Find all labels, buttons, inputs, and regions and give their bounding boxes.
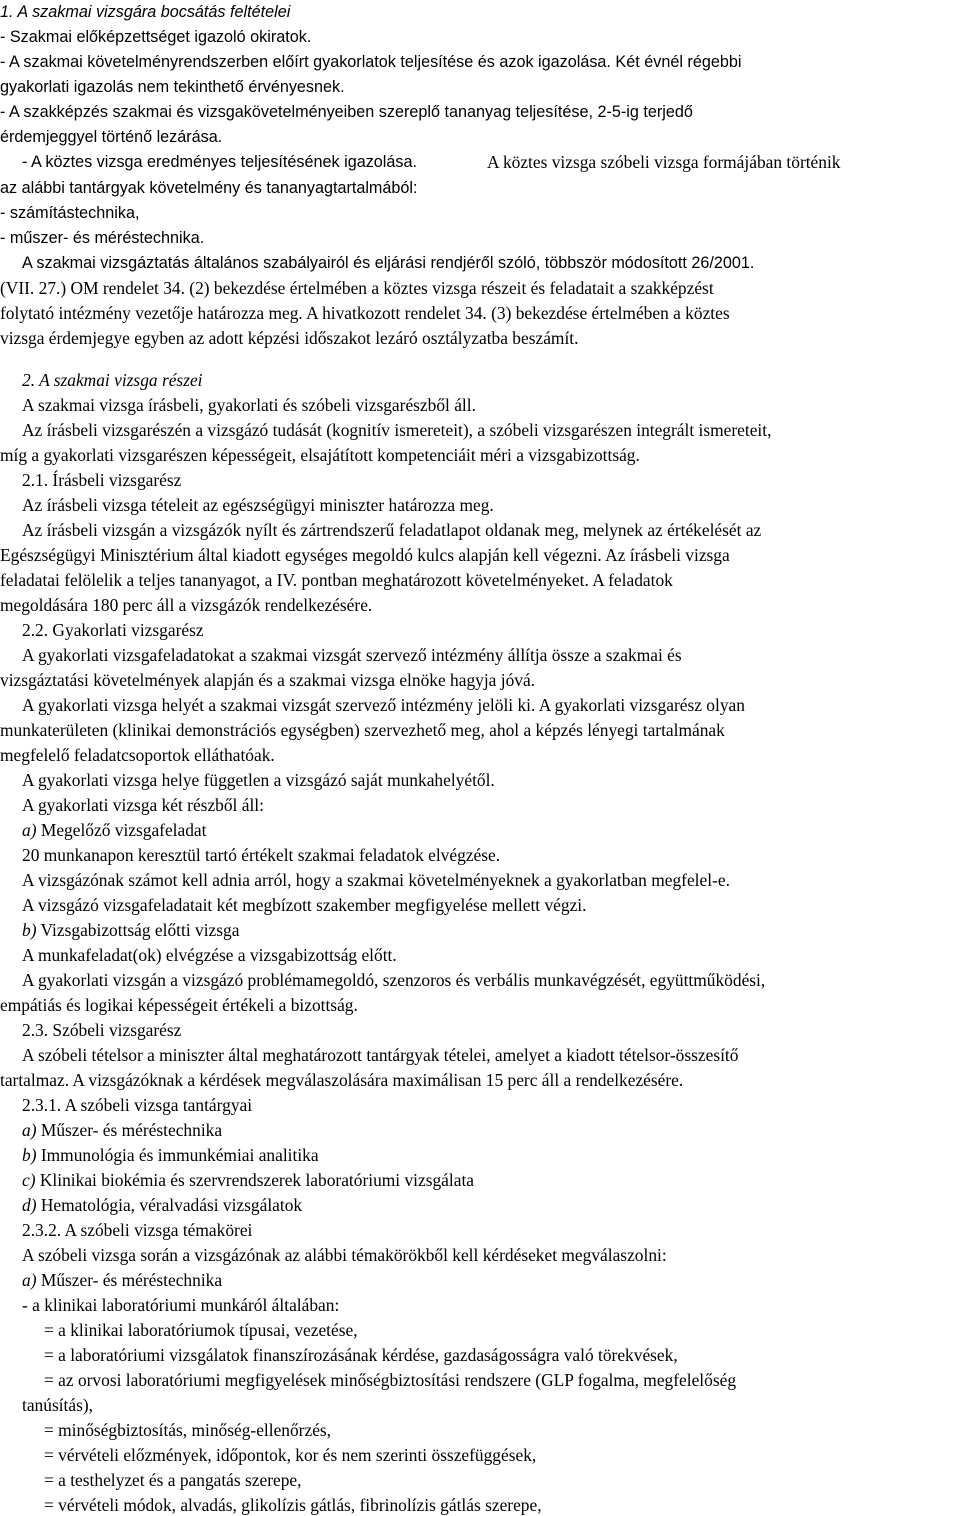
list-marker: b): [22, 920, 37, 940]
line-text: 20 munkanapon keresztül tartó értékelt szakmai feladatok elvégzése.: [22, 845, 501, 865]
line-text: A szakmai vizsga írásbeli, gyakorlati és szóbeli vizsgarészből áll.: [22, 395, 476, 415]
text-line: [22, 1145, 960, 1166]
text-line: [22, 1120, 960, 1141]
text-line: [22, 1270, 960, 1291]
line-text: 1. A szakmai vizsgára bocsátás feltételei: [0, 3, 291, 21]
line-text: A szakmai vizsgáztatás általános szabályairól és eljárási rendjéről szóló, többször módosított 26/2001.: [22, 254, 755, 272]
text-line: [0, 203, 960, 224]
text-line: [0, 545, 960, 566]
text-line: [22, 1195, 960, 1216]
line-text: - Szakmai előképzettséget igazoló okiratok.: [0, 28, 312, 46]
line-text: = a laboratóriumi vizsgálatok finanszírozásának kérdése, gazdaságosságra való törekvések,: [44, 1345, 678, 1365]
text-line: [0, 570, 960, 591]
line-text: 2.3.2. A szóbeli vizsga témakörei: [22, 1220, 253, 1240]
text-line: [0, 595, 960, 616]
text-line: [0, 228, 960, 249]
line-text: A gyakorlati vizsga helyét a szakmai vizsgát szervező intézmény jelöli ki. A gyakorlati vizsgarész olyan: [22, 695, 745, 715]
line-text: - műszer- és méréstechnika.: [0, 229, 205, 247]
line-text: A szóbeli tételsor a miniszter által meghatározott tantárgyak tételei, amelyet a kiadott tételsor-összesítő: [22, 1045, 739, 1065]
text-line: [22, 253, 960, 274]
list-marker: d): [22, 1195, 37, 1215]
line-text: Vizsgabizottság előtti vizsga: [40, 920, 240, 940]
line-text: = az orvosi laboratóriumi megfigyelések minőségbiztosítási rendszere (GLP fogalma, megfelelőség: [44, 1370, 737, 1390]
line-text: Klinikai biokémia és szervrendszerek laboratóriumi vizsgálata: [39, 1170, 474, 1190]
text-line: [22, 895, 960, 916]
line-text: Műszer- és méréstechnika: [40, 1120, 223, 1140]
text-line: [22, 820, 960, 841]
text-line: [22, 1395, 960, 1416]
line-text: feladatai felölelik a teljes tananyagot, a IV. pontban meghatározott követelményeket. A feladatok: [0, 570, 673, 590]
line-text: A gyakorlati vizsga helye független a vizsgázó saját munkahelyétől.: [22, 770, 495, 790]
line-text: = vérvételi előzmények, időpontok, kor és nem szerinti összefüggések,: [44, 1445, 537, 1465]
text-line: [22, 920, 960, 941]
line-text: A munkafeladat(ok) elvégzése a vizsgabizottság előtt.: [22, 945, 397, 965]
text-line: [44, 1445, 960, 1466]
line-text: vizsgáztatási követelmények alapján és a szakmai vizsga elnöke hagyja jóvá.: [0, 670, 536, 690]
line-text: Egészségügyi Minisztérium által kiadott egységes megoldó kulcs alapján kell végezni. Az írásbeli vizsga: [0, 545, 730, 565]
line-text: - számítástechnika,: [0, 204, 140, 222]
text-line: [0, 720, 960, 741]
text-line: [0, 995, 960, 1016]
line-text: (VII. 27.) OM rendelet 34. (2) bekezdése értelmében a köztes vizsga részeit és feladatait a szakképzést: [0, 278, 714, 298]
line-text: gyakorlati igazolás nem tekinthető érvényesnek.: [0, 78, 345, 96]
text-line: [22, 1220, 960, 1241]
line-text: munkaterületen (klinikai demonstrációs egységben) szervezhető meg, ahol a képzés lényegi tartalmának: [0, 720, 725, 740]
text-line: [22, 1245, 960, 1266]
list-marker: a): [22, 1270, 37, 1290]
text-line: [0, 2, 960, 23]
text-line: [22, 645, 960, 666]
text-line: [22, 1095, 960, 1116]
line-text: 2.1. Írásbeli vizsgarész: [22, 470, 182, 490]
text-line: [22, 795, 960, 816]
text-line: [22, 1045, 960, 1066]
text-line: [22, 1295, 960, 1316]
text-line: [0, 27, 960, 48]
line-text: az alábbi tantárgyak követelmény és tananyagtartalmából:: [0, 179, 418, 197]
line-text: míg a gyakorlati vizsgarészen képességeit, elsajátított kompetenciáit méri a vizsgabizottság.: [0, 445, 640, 465]
list-marker: b): [22, 1145, 37, 1165]
line-text: tartalmaz. A vizsgázóknak a kérdések megválaszolására maximálisan 15 perc áll a rendelkezésére.: [0, 1070, 684, 1090]
text-line: [22, 370, 960, 391]
text-line: [22, 770, 960, 791]
text-line: [22, 845, 960, 866]
text-line: [0, 745, 960, 766]
line-text: Immunológia és immunkémiai analitika: [40, 1145, 319, 1165]
text-line: [0, 1070, 960, 1091]
text-line: [0, 670, 960, 691]
text-line: [22, 695, 960, 716]
text-line: [22, 420, 960, 441]
line-text: megoldására 180 perc áll a vizsgázók rendelkezésére.: [0, 595, 373, 615]
line-text: Hematológia, véralvadási vizsgálatok: [40, 1195, 303, 1215]
line-text: vizsga érdemjegye egyben az adott képzési időszakot lezáró osztályzatba beszámít.: [0, 328, 579, 348]
line-text: 2.3.1. A szóbeli vizsga tantárgyai: [22, 1095, 253, 1115]
line-text: tanúsítás),: [22, 1395, 93, 1415]
text-line: [22, 1170, 960, 1191]
text-line: [22, 495, 960, 516]
list-marker: a): [22, 820, 37, 840]
line-text: 2.3. Szóbeli vizsgarész: [22, 1020, 182, 1040]
text-line: [487, 152, 960, 173]
line-text: A gyakorlati vizsgafeladatokat a szakmai vizsgát szervező intézmény állítja össze a szakmai és: [22, 645, 682, 665]
line-text: Megelőző vizsgafeladat: [40, 820, 207, 840]
line-text: A gyakorlati vizsgán a vizsgázó problémamegoldó, szenzoros és verbális munkavégzését, együttműködési,: [22, 970, 766, 990]
list-marker: c): [22, 1170, 36, 1190]
text-line: [22, 870, 960, 891]
line-text: = a testhelyzet és a pangatás szerepe,: [44, 1470, 302, 1490]
line-text: = a klinikai laboratóriumok típusai, vezetése,: [44, 1320, 358, 1340]
text-line: [22, 945, 960, 966]
text-line: [22, 970, 960, 991]
line-text: - A szakmai követelményrendszerben előírt gyakorlatok teljesítése és azok igazolása. Két évnél régebbi: [0, 53, 742, 71]
line-text: megfelelő feladatcsoportok elláthatóak.: [0, 745, 275, 765]
line-text: 2.2. Gyakorlati vizsgarész: [22, 620, 204, 640]
text-line: [0, 127, 960, 148]
list-marker: a): [22, 1120, 37, 1140]
line-text: Az írásbeli vizsgarészén a vizsgázó tudását (kognitív ismereteit), a szóbeli vizsgarészen integrált ismereteit,: [22, 420, 772, 440]
line-text: empátiás és logikai képességeit értékeli a bizottság.: [0, 995, 358, 1015]
line-text: A szóbeli vizsga során a vizsgázónak az alábbi témakörökből kell kérdéseket megválaszolni:: [22, 1245, 667, 1265]
line-text: Az írásbeli vizsga tételeit az egészségügyi miniszter határozza meg.: [22, 495, 494, 515]
text-line: [22, 520, 960, 541]
text-line: [0, 445, 960, 466]
line-text: A köztes vizsga szóbeli vizsga formájában történik: [487, 152, 841, 172]
text-line: [0, 102, 960, 123]
text-line: [44, 1345, 960, 1366]
line-text: A vizsgázó vizsgafeladatait két megbízott szakember megfigyelése mellett végzi.: [22, 895, 587, 915]
line-text: Műszer- és méréstechnika: [40, 1270, 223, 1290]
text-line: [0, 77, 960, 98]
text-line: [44, 1420, 960, 1441]
text-line: [0, 303, 960, 324]
line-text: - A szakképzés szakmai és vizsgakövetelményeiben szereplő tananyag teljesítése, 2-5-ig terjedő: [0, 103, 693, 121]
text-line: [0, 52, 960, 73]
line-text: 2. A szakmai vizsga részei: [22, 370, 203, 390]
line-text: A vizsgázónak számot kell adnia arról, hogy a szakmai követelményeknek a gyakorlatban megfelel-e.: [22, 870, 730, 890]
line-text: A gyakorlati vizsga két részből áll:: [22, 795, 264, 815]
text-line: [22, 470, 960, 491]
line-text: - a klinikai laboratóriumi munkáról általában:: [22, 1295, 340, 1315]
text-line: [44, 1495, 960, 1516]
line-text: = minőségbiztosítás, minőség-ellenőrzés,: [44, 1420, 332, 1440]
line-text: folytató intézmény vezetője határozza meg. A hivatkozott rendelet 34. (3) bekezdése értelmében a köztes: [0, 303, 730, 323]
text-line: [44, 1470, 960, 1491]
line-text: érdemjeggyel történő lezárása.: [0, 128, 223, 146]
text-line: [0, 278, 960, 299]
text-line: [0, 328, 960, 349]
text-line: [44, 1320, 960, 1341]
line-text: - A köztes vizsga eredményes teljesítésének igazolása.: [22, 153, 418, 171]
text-line: [22, 395, 960, 416]
line-text: Az írásbeli vizsgán a vizsgázók nyílt és zártrendszerű feladatlapot oldanak meg, melynek az értékelését az: [22, 520, 762, 540]
text-line: [44, 1370, 960, 1391]
text-line: [0, 178, 960, 199]
line-text: = vérvételi módok, alvadás, glikolízis gátlás, fibrinolízis gátlás szerepe,: [44, 1495, 542, 1515]
text-line: [22, 1020, 960, 1041]
text-line: [22, 620, 960, 641]
